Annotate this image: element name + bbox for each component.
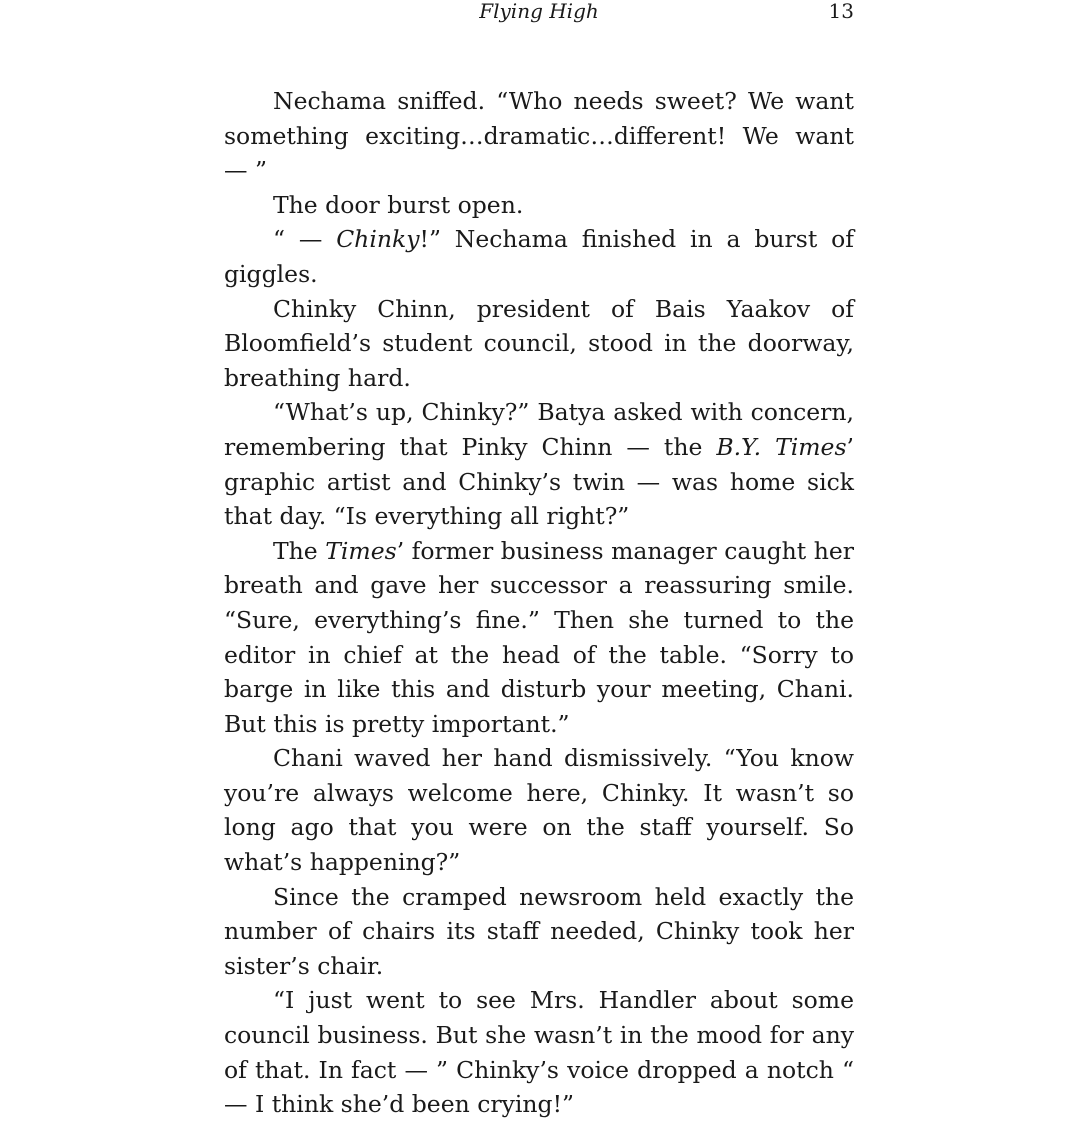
italic-text: Times bbox=[325, 536, 397, 565]
text-segment: The door burst open. bbox=[273, 190, 524, 219]
text-segment: “I just went to see Mrs. Handler about some council business. But she wasn’t in the mood for any of that. In fact — ” Chinky’s voice dropped a notch “ — I think she’d been crying!” bbox=[224, 986, 854, 1119]
paragraph bbox=[224, 741, 854, 879]
page-number: 13 bbox=[828, 0, 854, 23]
paragraph bbox=[224, 292, 854, 396]
text-segment: The bbox=[273, 536, 326, 565]
italic-text: Chinky bbox=[336, 225, 420, 254]
paragraph bbox=[224, 395, 854, 533]
paragraph bbox=[224, 188, 854, 223]
paragraph bbox=[224, 880, 854, 984]
text-segment: Nechama sniffed. “Who needs sweet? We want something exciting…dramatic…different! We want — ” bbox=[224, 87, 854, 185]
paragraph bbox=[224, 84, 854, 188]
paragraph bbox=[224, 983, 854, 1121]
body-text bbox=[224, 84, 854, 1122]
paragraph bbox=[224, 534, 854, 742]
paragraph bbox=[224, 222, 854, 291]
text-segment: “ — bbox=[273, 225, 337, 254]
text-segment: “What’s up, Chinky?” Batya asked with concern, remembering that Pinky Chinn — the bbox=[224, 398, 854, 461]
text-segment: Chinky Chinn, president of Bais Yaakov of Bloomfield’s student council, stood in the doorway, breathing hard. bbox=[224, 294, 854, 392]
text-segment: ’ graphic artist and Chinky’s twin — was home sick that day. “Is everything all right?” bbox=[224, 432, 854, 531]
running-title: Flying High bbox=[479, 0, 599, 23]
text-segment: ’ former business manager caught her breath and gave her successor a reassuring smile. “Sure, everything’s fine.” Then she turned to the editor in chief at the head of the table. “Sorry to barge in like this and disturb your meeting, Chani. But this is pretty important.” bbox=[224, 536, 854, 738]
italic-text: B.Y. Times bbox=[716, 432, 847, 461]
running-head bbox=[224, 0, 854, 26]
text-segment: !” Nechama finished in a burst of giggles. bbox=[224, 225, 854, 288]
text-segment: Since the cramped newsroom held exactly the number of chairs its staff needed, Chinky took her sister’s chair. bbox=[224, 882, 854, 980]
text-segment: Chani waved her hand dismissively. “You know you’re always welcome here, Chinky. It wasn’t so long ago that you were on the staff yourself. So what’s happening?” bbox=[224, 744, 854, 877]
